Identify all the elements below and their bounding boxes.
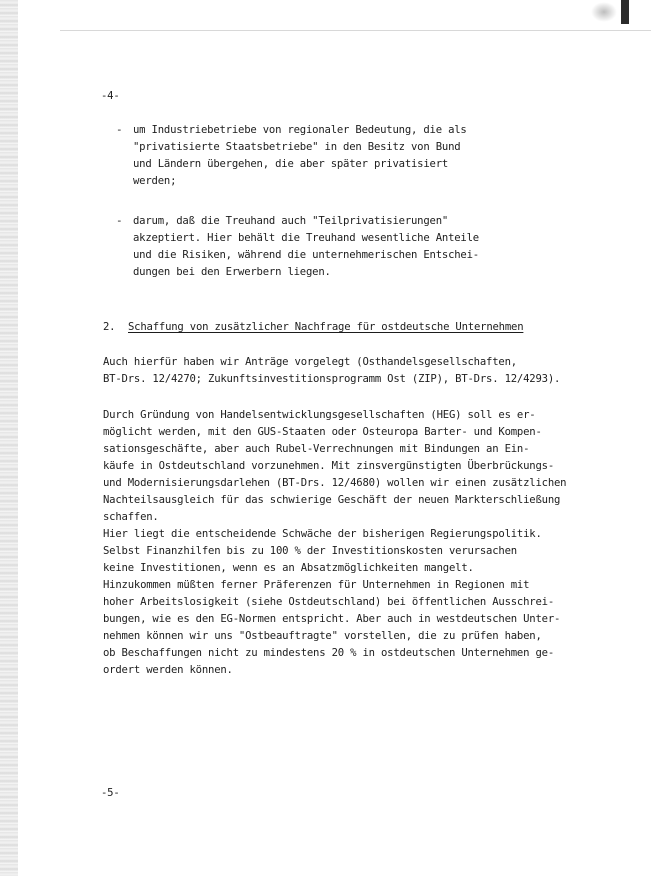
paragraph-2-line-7: schaffen. (103, 511, 159, 523)
paragraph-2-line-13: bungen, wie es den EG-Normen entspricht. Aber auch in westdeutschen Unter- (103, 613, 561, 625)
paragraph-2-line-10: keine Investitionen, wenn es an Absatzmöglichkeiten mangelt. (103, 562, 474, 574)
page-number-footer: -5- (101, 787, 120, 799)
paragraph-2-line-15: ob Beschaffungen nicht zu mindestens 20 % in ostdeutschen Unternehmen ge- (103, 647, 554, 659)
section-number: 2. (103, 321, 116, 333)
page-number-header: -4- (101, 90, 120, 102)
scan-edge (0, 0, 18, 876)
bullet-1-line-4: werden; (133, 175, 177, 187)
bullet-2-line-2: akzeptiert. Hier behält die Treuhand wesentliche Anteile (133, 232, 479, 244)
paragraph-2-line-5: und Modernisierungsdarlehen (BT-Drs. 12/4680) wollen wir einen zusätzlichen (103, 477, 567, 489)
scan-corner-mark (621, 0, 629, 24)
paragraph-2-line-14: nehmen können wir uns "Ostbeauftragte" vorstellen, die zu prüfen haben, (103, 630, 542, 642)
bullet-2-line-4: dungen bei den Erwerbern liegen. (133, 266, 331, 278)
paragraph-1-line-2: BT-Drs. 12/4270; Zukunftsinvestitionsprogramm Ost (ZIP), BT-Drs. 12/4293). (103, 373, 561, 385)
bullet-1-line-2: "privatisierte Staatsbetriebe" in den Besitz von Bund (133, 141, 461, 153)
paragraph-2-line-11: Hinzukommen müßten ferner Präferenzen für Unternehmen in Regionen mit (103, 579, 530, 591)
paragraph-2-line-2: möglicht werden, mit den GUS-Staaten oder Osteuropa Barter- und Kompen- (103, 426, 542, 438)
scan-top-line (60, 30, 651, 31)
paragraph-2-line-1: Durch Gründung von Handelsentwicklungsgesellschaften (HEG) soll es er- (103, 409, 536, 421)
paragraph-1-line-1: Auch hierfür haben wir Anträge vorgelegt (Osthandelsgesellschaften, (103, 356, 517, 368)
paragraph-2-line-9: Selbst Finanzhilfen bis zu 100 % der Investitionskosten verursachen (103, 545, 517, 557)
paragraph-2-line-16: ordert werden können. (103, 664, 233, 676)
bullet-1-line-1: um Industriebetriebe von regionaler Bedeutung, die als (133, 124, 467, 136)
bullet-2-line-3: und die Risiken, während die unternehmerischen Entschei- (133, 249, 479, 261)
paragraph-2-line-12: hoher Arbeitslosigkeit (siehe Ostdeutschland) bei öffentlichen Ausschrei- (103, 596, 554, 608)
scan-smudge (591, 2, 617, 22)
paragraph-2-line-8: Hier liegt die entscheidende Schwäche der bisherigen Regierungspolitik. (103, 528, 542, 540)
bullet-marker: - (116, 214, 123, 227)
section-heading: Schaffung von zusätzlicher Nachfrage für ostdeutsche Unternehmen (128, 321, 524, 333)
paragraph-2-line-6: Nachteilsausgleich für das schwierige Geschäft der neuen Markterschließung (103, 494, 561, 506)
paragraph-2-line-3: sationsgeschäfte, aber auch Rubel-Verrechnungen mit Bindungen an Ein- (103, 443, 530, 455)
bullet-marker: - (116, 123, 123, 136)
bullet-2-line-1: darum, daß die Treuhand auch "Teilprivatisierungen" (133, 215, 449, 227)
bullet-1-line-3: und Ländern übergehen, die aber später privatisiert (133, 158, 449, 170)
paragraph-2-line-4: käufe in Ostdeutschland vorzunehmen. Mit zinsvergünstigten Überbrückungs- (103, 460, 554, 472)
